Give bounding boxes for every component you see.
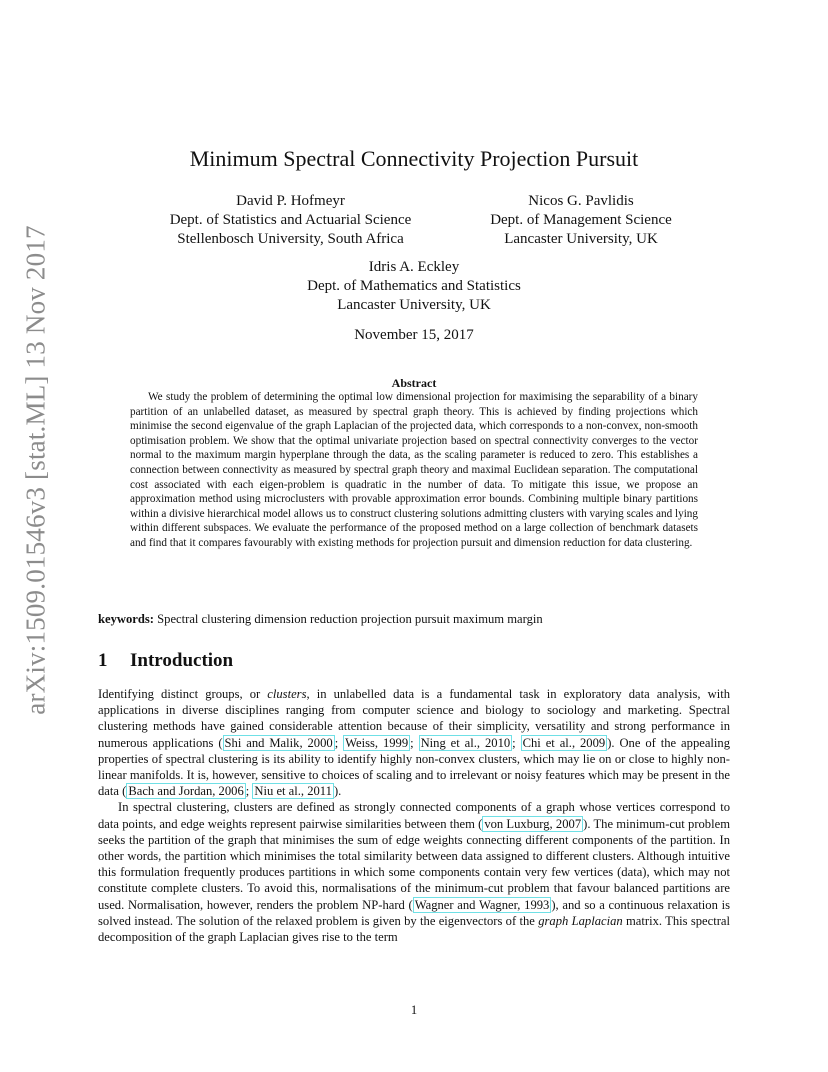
author-institution: Lancaster University, UK <box>504 231 658 247</box>
section-title: Introduction <box>130 650 234 671</box>
author-institution: Lancaster University, UK <box>337 297 491 313</box>
author-block-pavlidis <box>468 192 694 249</box>
abstract-heading: Abstract <box>391 376 437 390</box>
text-run: matrix. This spectral decomposition of the graph Laplacian gives rise to the term <box>98 913 730 945</box>
author-name: Nicos G. Pavlidis <box>528 193 634 209</box>
citation-link[interactable]: Weiss, 1999 <box>345 735 409 750</box>
author-name: Idris A. Eckley <box>368 259 460 275</box>
arxiv-stamp-text: arXiv:1509.01546v3 [stat.ML] 13 Nov 2017 <box>20 225 51 715</box>
separator: ; <box>410 735 419 750</box>
text-run: ), and so a continuous relaxation is solved instead. The solution of the relaxed problem is given by the eigenvectors of the <box>98 897 730 928</box>
author-block-hofmeyr <box>148 192 433 249</box>
text-run: , in unlabelled data is a fundamental task in exploratory data analysis, with applications in diverse disciplines ranging from computer science and biology to sociology and marketing. Spectral clustering methods have gained considerable attention because of their simplicity, versatility and strong performance in numerous applications ( <box>98 687 730 750</box>
author-department: Dept. of Mathematics and Statistics <box>307 278 521 294</box>
citation-link[interactable]: Niu et al., 2011 <box>254 784 332 799</box>
text-run: ). One of the appealing properties of spectral clustering is its ability to identify highly non-convex clusters, which may lie on or close to highly non-linear manifolds. It is, however, sensitive to choices of scaling and to irrelevant or noisy features which may be present in the data ( <box>98 735 731 799</box>
citation-link[interactable]: Bach and Jordan, 2006 <box>128 784 244 799</box>
text-run: In spectral clustering, clusters are defined as strongly connected components of a graph whose vertices correspond to data points, and edge weights represent pairwise similarities between them ( <box>98 800 730 831</box>
separator: ; <box>334 735 344 750</box>
paper-date: November 15, 2017 <box>354 327 474 343</box>
author-institution: Stellenbosch University, South Africa <box>177 231 404 247</box>
citation-link[interactable]: Chi et al., 2009 <box>522 735 606 750</box>
text-run: ). <box>333 784 342 799</box>
citation-link[interactable]: Wagner and Wagner, 1993 <box>414 897 550 912</box>
keywords-line <box>98 612 738 627</box>
page-number: 1 <box>410 1003 418 1017</box>
citation-link[interactable]: Shi and Malik, 2000 <box>224 735 333 750</box>
separator: ; <box>512 735 521 750</box>
citation-link[interactable]: Ning et al., 2010 <box>420 735 511 750</box>
citation-link[interactable]: von Luxburg, 2007 <box>484 816 582 831</box>
section-number: 1 <box>98 650 108 671</box>
introduction-body <box>98 686 730 945</box>
abstract-text: We study the problem of determining the optimal low dimensional projection for maximising the separability of a binary partition of an unlabelled dataset, as measured by spectral graph theory. This is achieved by finding projections which minimise the second eigenvalue of the graph Laplacian of the projected data, which corresponds to a non-convex, non-smooth optimisation problem. We show that the optimal univariate projection based on spectral connectivity converges to the vector normal to the maximum margin hyperplane through the data, as the scaling parameter is reduced to zero. This establishes a connection between connectivity as measured by spectral graph theory and maximal Euclidean separation. The computational cost associated with each eigen-problem is quadratic in the number of data. To mitigate this issue, we propose an approximation method using microclusters with provable approximation error bounds. Combining multiple binary partitions within a divisive hierarchical model allows us to construct clustering solutions admitting clusters with varying scales and lying within different subspaces. We evaluate the performance of the proposed method on a large collection of benchmark datasets and find that it compares favourably with existing methods for projection pursuit and dimension reduction for data clustering. <box>130 391 698 549</box>
text-run: Identifying distinct groups, or <box>98 687 268 701</box>
author-department: Dept. of Statistics and Actuarial Science <box>169 212 412 228</box>
emphasis: clusters <box>267 687 307 701</box>
section-heading-introduction <box>98 650 233 672</box>
paragraph <box>98 799 730 945</box>
separator: ; <box>245 784 253 799</box>
keywords-label: keywords: <box>98 612 154 626</box>
author-block-eckley <box>0 258 828 315</box>
paragraph <box>98 686 730 799</box>
author-name: David P. Hofmeyr <box>236 193 345 209</box>
paper-title: Minimum Spectral Connectivity Projection Pursuit <box>189 146 639 171</box>
text-run: ). The minimum-cut problem seeks the partition of the graph that minimises the sum of edge weights connecting different components of the partition. In other words, the partition which minimises the total similarity between data assigned to different clusters. Although intuitive this formulation frequently produces partitions in which some components contain very few vertices (data), which may not constitute complete clusters. To avoid this, normalisations of the minimum-cut problem that favour balanced partitions are used. Normalisation, however, renders the problem NP-hard ( <box>98 816 730 912</box>
author-department: Dept. of Management Science <box>490 212 672 228</box>
keywords-text: Spectral clustering dimension reduction projection pursuit maximum margin <box>157 612 543 626</box>
emphasis: graph Laplacian <box>538 913 623 928</box>
